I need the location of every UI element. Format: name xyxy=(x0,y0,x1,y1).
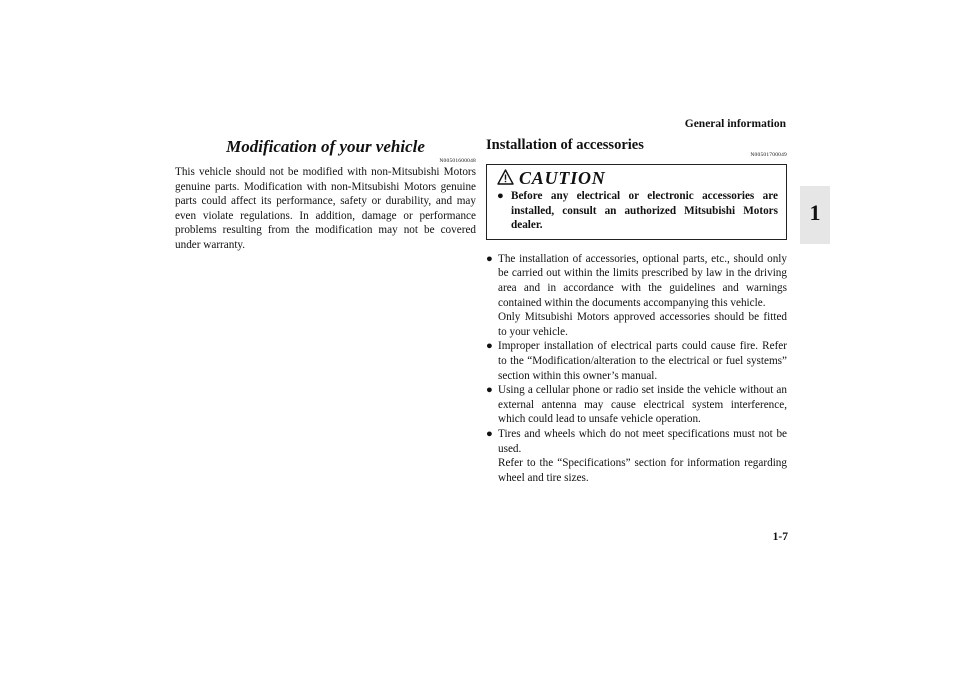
bullet-paragraph: Only Mitsubishi Motors approved accessories should be fitted to your vehicle. xyxy=(498,311,787,338)
accessories-section xyxy=(486,137,787,485)
caution-header xyxy=(497,169,778,189)
list-item xyxy=(486,383,787,427)
bullet-icon: ● xyxy=(486,427,493,440)
bullet-icon: ● xyxy=(486,384,493,397)
section-code: N00501700049 xyxy=(750,152,787,158)
chapter-tab[interactable] xyxy=(800,186,830,244)
caution-label: CAUTION xyxy=(519,168,606,188)
bullet-paragraph: Using a cellular phone or radio set inside the vehicle without an external antenna may cause electrical system interference, which could lead to unsafe vehicle operation. xyxy=(498,384,787,426)
bullet-icon: ● xyxy=(497,190,504,202)
bullet-icon: ● xyxy=(486,252,493,265)
section-title-modification: Modification of your vehicle xyxy=(226,137,425,156)
accessories-bullet-list xyxy=(486,252,787,486)
warning-triangle-icon xyxy=(497,169,514,185)
modification-body: This vehicle should not be modified with non-Mitsubishi Motors genuine parts. Modification with non-Mitsubishi Motors genuine parts could affect its performance, safety or durability, and may even violate regulations. In addition, damage or performance problems resulting from the modification may not be covered under warranty. xyxy=(175,166,476,251)
running-header: General information xyxy=(684,118,786,130)
bullet-paragraph: The installation of accessories, optional parts, etc., should only be carried out within the limits prescribed by law in the driving area and in accordance with the guidelines and warnings contained within the documents accompanying this vehicle. xyxy=(498,252,787,309)
chapter-tab-number: 1 xyxy=(809,200,821,225)
caution-text: Before any electrical or electronic accessories are installed, consult an authorized Mitsubishi Motors dealer. xyxy=(511,190,778,232)
bullet-paragraph: Refer to the “Specifications” section for information regarding wheel and tire sizes. xyxy=(498,457,787,484)
section-code: N00501600048 xyxy=(439,158,476,164)
bullet-paragraph: Improper installation of electrical parts could cause fire. Refer to the “Modification/alteration to the electrical or fuel systems” section within this owner’s manual. xyxy=(498,340,787,382)
section-title-accessories: Installation of accessories xyxy=(486,137,644,153)
bullet-paragraph: Tires and wheels which do not meet specifications must not be used. xyxy=(498,427,787,455)
caution-box xyxy=(486,164,787,240)
page-number: 1-7 xyxy=(772,531,788,543)
bullet-icon: ● xyxy=(486,340,493,353)
modification-section xyxy=(175,138,476,253)
caution-item xyxy=(497,189,778,233)
list-item xyxy=(486,427,787,485)
list-item xyxy=(486,252,787,340)
list-item xyxy=(486,339,787,383)
